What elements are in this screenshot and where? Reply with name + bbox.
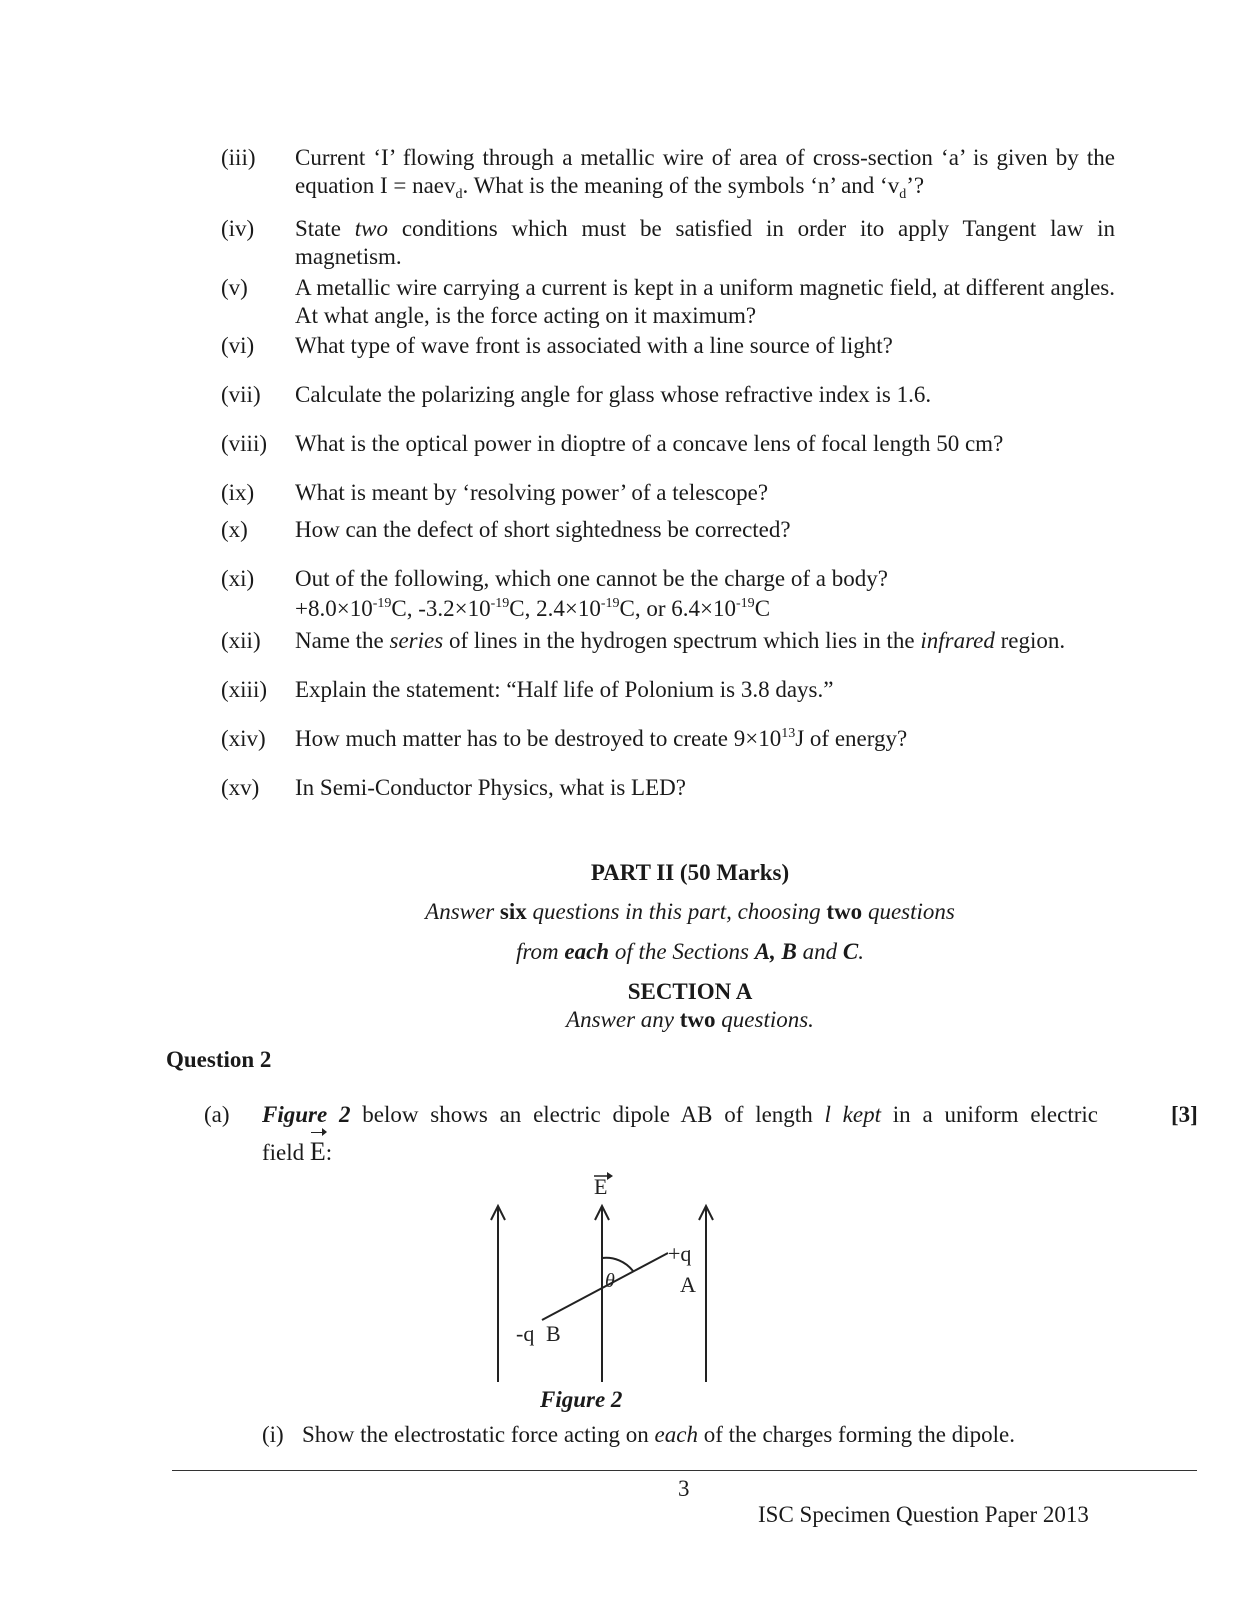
point-a-label: A <box>680 1272 696 1297</box>
question-heading: Question 2 <box>166 1047 272 1072</box>
part-instruction: from each of the Sections A, B and C. <box>516 939 864 964</box>
item-number: (xv) <box>221 775 260 800</box>
item-number: (iii) <box>221 145 256 170</box>
question-text: How can the defect of short sightedness be corrected? <box>295 517 791 542</box>
item-number: (iv) <box>221 216 255 241</box>
question-text: What type of wave front is associated with a line source of light? <box>295 333 893 358</box>
item-number: (v) <box>221 275 248 300</box>
marks: [3] <box>1171 1102 1198 1127</box>
item-number: (xi) <box>221 566 255 591</box>
sub-part-label: (i) <box>262 1422 284 1447</box>
point-b-label: B <box>546 1321 561 1346</box>
question-text: What is meant by ‘resolving power’ of a telescope? <box>295 480 769 505</box>
question-text: Current ‘I’ flowing through a metallic wire of area of cross-section ‘a’ is given by the equation I = naev$_d$. What is the meaning of the symbols ‘n’ and ‘$v_d$’? <box>295 145 1115 202</box>
question-text: Show the electrostatic force acting on each of the charges forming the dipole. <box>302 1422 1015 1447</box>
field-vector-tip <box>607 1172 613 1180</box>
question-text: Calculate the polarizing angle for glass whose refractive index is 1.6. <box>295 382 932 407</box>
part-title: PART II (50 Marks) <box>590 860 790 885</box>
question-text: field E: <box>262 1137 333 1166</box>
section-title: SECTION A <box>627 979 753 1004</box>
field-label-e: E <box>594 1174 608 1199</box>
page-number: 3 <box>678 1476 690 1501</box>
question-text: Explain the statement: “Half life of Polonium is 3.8 days.” <box>295 677 834 702</box>
question-text: What is the optical power in dioptre of a concave lens of focal length 50 cm? <box>295 431 1004 456</box>
footer-title: ISC Specimen Question Paper 2013 <box>758 1502 1089 1527</box>
item-number: (xiv) <box>221 726 266 751</box>
theta-label: θ <box>605 1270 615 1292</box>
plus-q-label: +q <box>668 1241 692 1266</box>
question-text: State two conditions which must be satisfied in order ito apply Tangent law in magnetism. <box>295 216 1115 269</box>
dipole-figure <box>470 1170 740 1392</box>
question-text: Out of the following, which one cannot be the charge of a body? <box>295 566 888 591</box>
figure-caption: Figure 2 <box>540 1387 623 1412</box>
charge-options: $+8.0\times 10^{-19}C$, $-3.2\times 10^{-19}C$, $2.4\times 10^{-19}C$, or $6.4\times 10^{-19}C$ <box>295 596 771 621</box>
minus-q-label: -q <box>516 1321 535 1346</box>
question-text: Figure 2 below shows an electric dipole AB of length l kept in a uniform electric <box>262 1102 1098 1127</box>
question-text: Name the series of lines in the hydrogen spectrum which lies in the infrared region. <box>295 628 1066 653</box>
item-number: (vii) <box>221 382 261 407</box>
part-label: (a) <box>204 1102 230 1127</box>
footer-divider <box>172 1470 1197 1471</box>
section-instruction: Answer any two questions. <box>566 1007 814 1032</box>
question-text: In Semi-Conductor Physics, what is LED? <box>295 775 686 800</box>
question-text: A metallic wire carrying a current is kept in a uniform magnetic field, at different angles. At what angle, is the force acting on it maximum? <box>295 275 1115 328</box>
item-number: (x) <box>221 517 248 542</box>
item-number: (xii) <box>221 628 261 653</box>
item-number: (vi) <box>221 333 255 358</box>
part-instruction: Answer six questions in this part, choosing two questions <box>425 899 955 924</box>
item-number: (viii) <box>221 431 267 456</box>
question-text: How much matter has to be destroyed to create $9\times 10^{13}J$ of energy? <box>295 726 908 751</box>
angle-arc <box>602 1258 633 1271</box>
item-number: (ix) <box>221 480 255 505</box>
item-number: (xiii) <box>221 677 267 702</box>
